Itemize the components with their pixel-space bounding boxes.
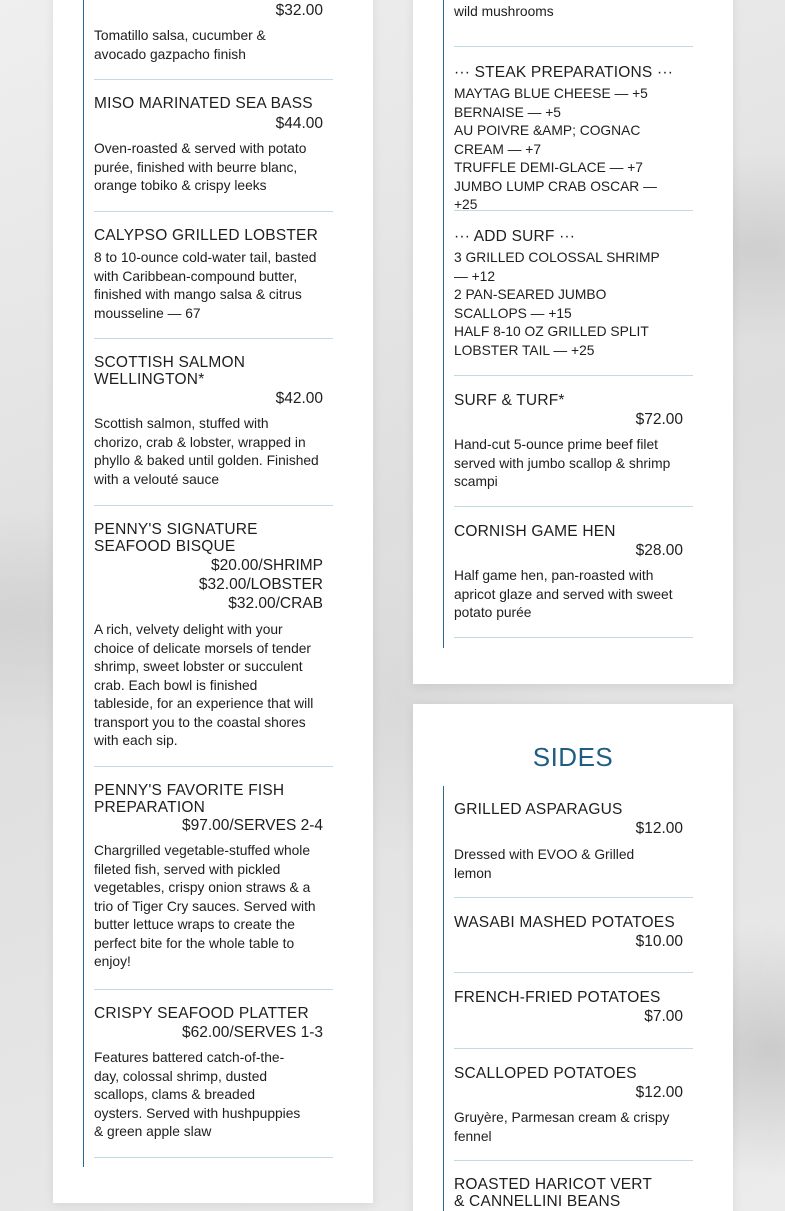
item-description: A rich, velvety delight with your choice of delicate morsels of tender shrimp, sweet lobster or succulent crab. Each bowl is finished tableside, for an experience that will transport you to the coastal shores with each sip.	[94, 622, 314, 748]
menu-item-grilled-asparagus	[454, 786, 693, 898]
menu-item-miso-sea-bass	[94, 80, 333, 212]
menu-item-favorite-fish	[94, 767, 333, 990]
item-name: PENNY'S SIGNATURE SEAFOOD BISQUE	[94, 521, 258, 555]
menu-item-french-fried	[454, 973, 693, 1049]
steaks-card	[413, 0, 733, 684]
item-name: CRISPY SEAFOOD PLATTER	[94, 1005, 309, 1022]
menu-item-haricot-vert	[454, 1161, 693, 1211]
item-price: $97.00/SERVES 2-4	[181, 817, 323, 834]
item-price: $7.00	[644, 1008, 683, 1025]
item-description: Gruyère, Parmesan cream & crispy fennel	[454, 1110, 670, 1144]
preparation-line: TRUFFLE DEMI-GLACE — +7	[454, 160, 643, 175]
item-price-crab: $32.00/CRAB	[228, 595, 323, 612]
item-name: SCALLOPED POTATOES	[454, 1065, 637, 1082]
item-price: $72.00	[635, 411, 683, 428]
menu-item-seafood-platter	[94, 990, 333, 1158]
item-name: GRILLED ASPARAGUS	[454, 801, 623, 818]
sides-list	[443, 786, 693, 1211]
item-name: MISO MARINATED SEA BASS	[94, 95, 313, 112]
add-surf-line: HALF 8-10 OZ GRILLED SPLIT LOBSTER TAIL — +25	[454, 324, 649, 358]
item-name: CALYPSO GRILLED LOBSTER	[94, 227, 318, 244]
item-name: WASABI MASHED POTATOES	[454, 914, 675, 931]
sides-card	[413, 704, 733, 1211]
preparation-line: BERNAISE — +5	[454, 104, 561, 120]
item-price: $44.00	[275, 115, 323, 132]
section-title: SIDES	[532, 742, 614, 772]
item-price-shrimp: $20.00/SHRIMP	[211, 557, 323, 574]
menu-item	[454, 0, 693, 47]
entrees-card	[53, 0, 373, 1203]
steak-preparations	[454, 47, 693, 211]
steaks-list	[443, 0, 693, 648]
item-name: ··· STEAK PREPARATIONS ···	[454, 64, 674, 81]
item-description: Dressed with EVOO & Grilled lemon	[454, 847, 635, 881]
item-name: SCOTTISH SALMON WELLINGTON*	[94, 354, 246, 388]
item-description: Hand-cut 5-ounce prime beef filet served with jumbo scallop & shrimp scampi	[454, 437, 671, 489]
item-description: Tomatillo salsa, cucumber & avocado gazpacho finish	[94, 28, 266, 62]
add-surf-line: 2 PAN-SEARED JUMBO SCALLOPS — +15	[454, 287, 607, 321]
preparation-line: AU POIVRE &AMP; COGNAC CREAM — +7	[454, 123, 641, 157]
menu-item-salmon-wellington	[94, 339, 333, 506]
item-description: wild mushrooms	[454, 3, 554, 19]
menu-item-calypso-lobster	[94, 212, 333, 339]
item-price: $12.00	[635, 1084, 683, 1101]
item-price: $42.00	[275, 390, 323, 407]
item-price: $32.00	[275, 2, 323, 19]
add-surf	[454, 211, 693, 376]
item-name: ROASTED HARICOT VERT & CANNELLINI BEANS	[454, 1176, 652, 1210]
item-price: $62.00/SERVES 1-3	[181, 1024, 323, 1041]
menu-item-cornish-hen	[454, 507, 693, 638]
menu-item-seafood-bisque	[94, 506, 333, 767]
item-price: $10.00	[635, 933, 683, 950]
item-description: Half game hen, pan-roasted with apricot glaze and served with sweet potato purée	[454, 568, 673, 620]
item-description: Chargrilled vegetable-stuffed whole fileted fish, served with pickled vegetables, crispy onion straws & a trio of Tiger Cry sauces. Served with butter lettuce wraps to create the perfect bite for the whole table to enjoy!	[94, 843, 316, 969]
item-price-lobster: $32.00/LOBSTER	[198, 576, 323, 593]
menu-item-wasabi-mashed	[454, 898, 693, 973]
menu-item-scalloped-potatoes	[454, 1049, 693, 1161]
item-price: $12.00	[635, 820, 683, 837]
item-name: SURF & TURF*	[454, 392, 565, 409]
menu-item	[94, 0, 333, 80]
preparation-line: MAYTAG BLUE CHEESE — +5	[454, 86, 648, 101]
item-price: $28.00	[635, 542, 683, 559]
preparation-line: JUMBO LUMP CRAB OSCAR — +25	[454, 178, 657, 212]
menu-item-surf-turf	[454, 376, 693, 507]
item-description: Scottish salmon, stuffed with chorizo, crab & lobster, wrapped in phyllo & baked until golden. Finished with a velouté sauce	[94, 416, 319, 487]
item-name: ··· ADD SURF ···	[454, 228, 576, 245]
item-description: 8 to 10-ounce cold-water tail, basted with Caribbean-compound butter, finished with mango salsa & citrus mousseline — 67	[94, 250, 317, 321]
item-description: Oven-roasted & served with potato purée, finished with beurre blanc, orange tobiko & crispy leeks	[94, 141, 307, 193]
item-name: PENNY'S FAVORITE FISH PREPARATION	[94, 782, 285, 816]
item-description: Features battered catch-of-the-day, colossal shrimp, dusted scallops, clams & breaded oysters. Served with hushpuppies & green apple slaw	[94, 1050, 301, 1139]
add-surf-line: 3 GRILLED COLOSSAL SHRIMP — +12	[454, 250, 660, 284]
item-name: CORNISH GAME HEN	[454, 523, 616, 540]
entrees-list	[83, 0, 333, 1167]
item-name: FRENCH-FRIED POTATOES	[454, 989, 661, 1006]
